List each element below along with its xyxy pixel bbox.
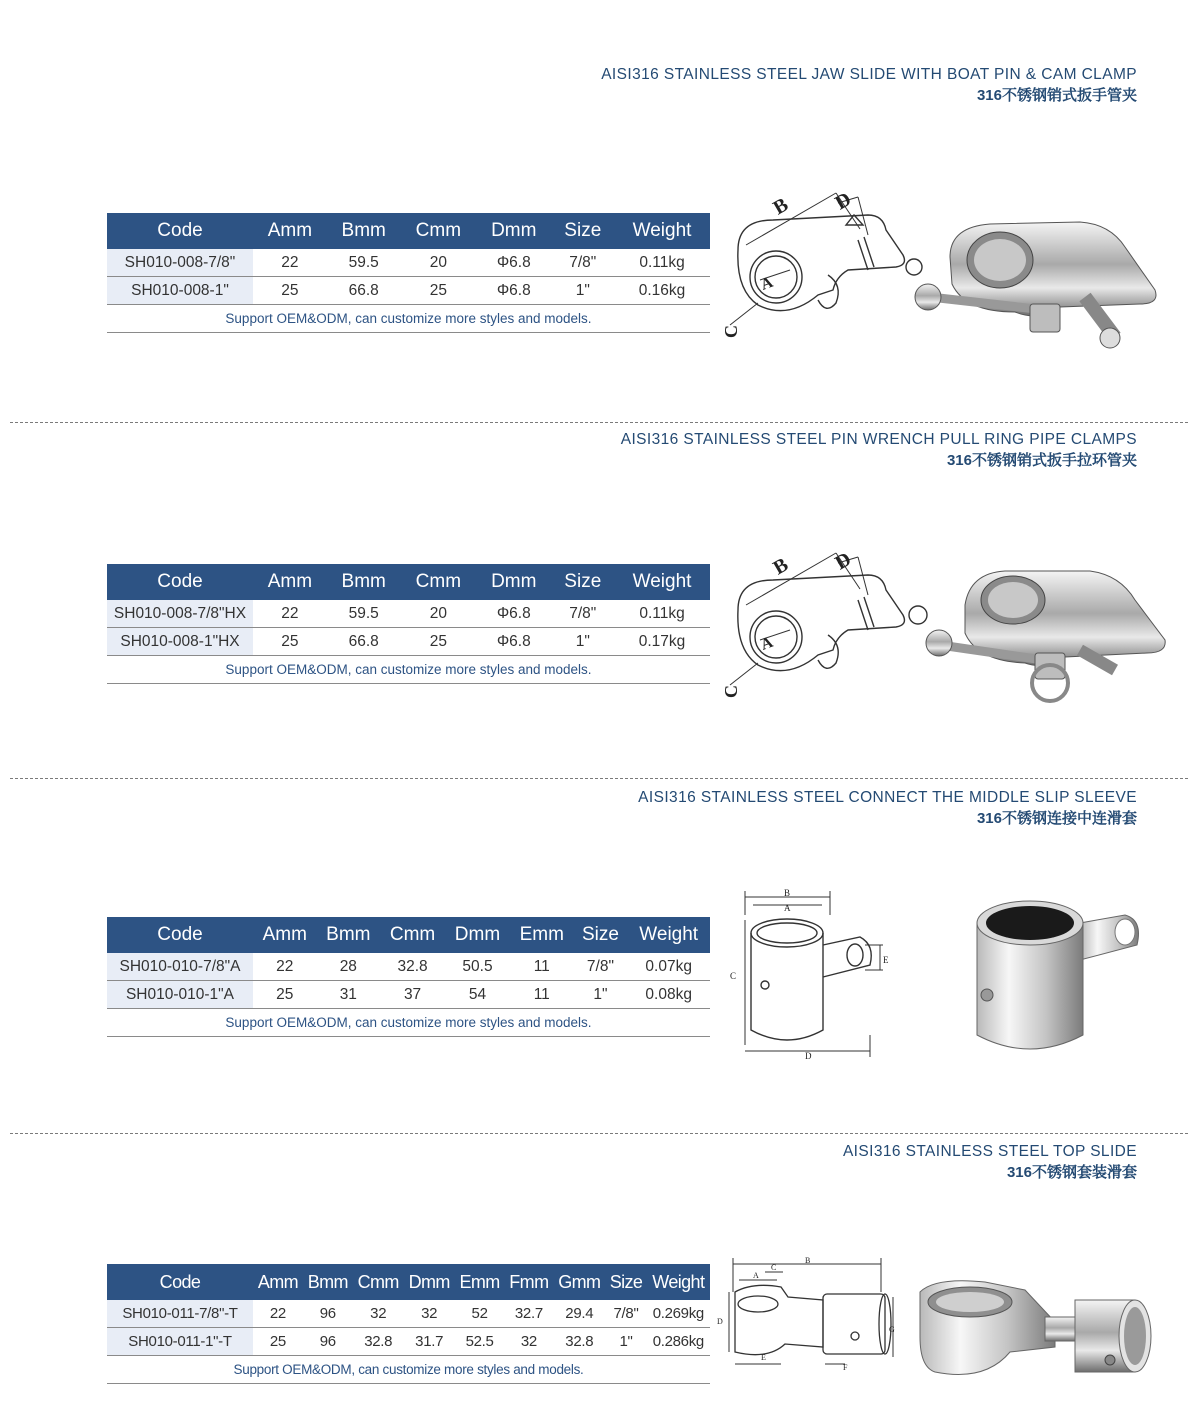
cell: 25 [253,628,327,656]
header-size: Size [552,564,615,600]
section-divider [10,778,1188,779]
header-emm: Emm [455,1264,505,1300]
cell: 32 [353,1300,404,1328]
cell-code: SH010-010-1"A [107,981,253,1009]
table-row [107,981,710,1009]
cell: 31.7 [404,1328,455,1356]
header-size: Size [552,213,615,249]
cell: 7/8" [552,249,615,277]
table-row [107,1328,710,1356]
table-note-row [107,656,710,684]
cell: 37 [380,981,445,1009]
cell: 32.8 [380,953,445,981]
table-note-row [107,1009,710,1037]
header-dmm: Dmm [476,564,551,600]
section-divider [10,1133,1188,1134]
section-3-title-en: AISI316 STAINLESS STEEL CONNECT THE MIDDLE SLIP SLEEVE [638,789,1137,806]
oem-note: Support OEM&ODM, can customize more styles and models. [107,305,710,333]
dim-label: A [758,273,776,294]
cell: 20 [401,249,476,277]
cell-code: SH010-008-1" [107,277,253,305]
table-header-row [107,564,710,600]
cell: 0.286kg [647,1328,710,1356]
table-row [107,953,710,981]
cell: 11 [510,953,574,981]
cell: 66.8 [327,277,401,305]
section-divider [10,422,1188,423]
jaw-slide-product-photo [910,212,1165,357]
section-3-title [638,787,1137,829]
section-1-spec-table [107,213,710,333]
header-emm: Emm [510,917,574,953]
cell: Φ6.8 [476,277,551,305]
cell: 25 [253,1328,303,1356]
cell: 0.11kg [614,249,710,277]
dim-label: D [805,1051,812,1061]
section-2-spec-table [107,564,710,684]
cell: 7/8" [574,953,628,981]
slip-sleeve-technical-drawing [725,885,895,1063]
cell: 0.07kg [627,953,710,981]
dim-label: C [721,325,741,338]
cell: 59.5 [327,600,401,628]
cell: 52.5 [455,1328,505,1356]
cell-code: SH010-008-1"HX [107,628,253,656]
cell: 29.4 [553,1300,605,1328]
cell-code: SH010-011-1"-T [107,1328,253,1356]
section-2-title [621,429,1137,471]
slip-sleeve-product-photo [965,885,1150,1063]
dim-label: F [843,1363,848,1372]
jaw-slide-technical-drawing [718,185,933,345]
dim-label: E [761,1353,766,1362]
cell: 22 [253,600,327,628]
section-1-title-cn: 316不锈钢销式扳手管夹 [976,87,1137,104]
header-weight: Weight [614,564,710,600]
header-amm: Amm [253,917,317,953]
cell: 96 [303,1328,353,1356]
cell: 31 [317,981,381,1009]
cell: Φ6.8 [476,249,551,277]
table-header-row [107,917,710,953]
cell: 22 [253,953,317,981]
cell: 52 [455,1300,505,1328]
header-gmm: Gmm [553,1264,605,1300]
section-3-spec-table [107,917,710,1037]
cell: 1" [552,277,615,305]
pull-ring-clamp-technical-drawing [718,545,933,705]
section-3-title-cn: 316不锈钢连接中连滑套 [976,810,1137,827]
section-4-title-en: AISI316 STAINLESS STEEL TOP SLIDE [842,1143,1137,1160]
section-1-title-en: AISI316 STAINLESS STEEL JAW SLIDE WITH BOAT PIN & CAM CLAMP [601,66,1137,83]
cell: 0.08kg [627,981,710,1009]
cell: 0.11kg [614,600,710,628]
table-header-row [107,1264,710,1300]
header-amm: Amm [253,564,327,600]
header-dmm: Dmm [404,1264,455,1300]
cell-code: SH010-008-7/8"HX [107,600,253,628]
cell: 25 [253,981,317,1009]
dim-label: D [831,548,856,575]
header-bmm: Bmm [327,564,401,600]
cell: 7/8" [605,1300,646,1328]
cell: 7/8" [552,600,615,628]
cell: 32.8 [353,1328,404,1356]
cell: 1" [574,981,628,1009]
section-4-title [843,1141,1137,1183]
cell: 1" [552,628,615,656]
cell: 0.17kg [614,628,710,656]
cell-code: SH010-010-7/8"A [107,953,253,981]
header-cmm: Cmm [353,1264,404,1300]
cell: 59.5 [327,249,401,277]
oem-note: Support OEM&ODM, can customize more styles and models. [107,1009,710,1037]
dim-label: B [769,193,793,220]
header-size: Size [605,1264,646,1300]
section-2-title-en: AISI316 STAINLESS STEEL PIN WRENCH PULL RING PIPE CLAMPS [620,431,1137,448]
dim-label: B [769,553,793,580]
dim-label: C [721,685,741,698]
table-row [107,628,710,656]
table-row [107,277,710,305]
cell: 66.8 [327,628,401,656]
table-note-row [107,1356,710,1384]
cell: 28 [317,953,381,981]
cell: 0.16kg [614,277,710,305]
cell: 54 [445,981,510,1009]
header-weight: Weight [647,1264,710,1300]
cell: 32 [404,1300,455,1328]
dim-label: D [717,1317,723,1326]
table-row [107,1300,710,1328]
dim-label: A [784,903,791,913]
cell: 25 [401,628,476,656]
header-bmm: Bmm [303,1264,353,1300]
section-4-spec-table [107,1264,710,1384]
cell: Φ6.8 [476,600,551,628]
header-amm: Amm [253,213,327,249]
header-weight: Weight [627,917,710,953]
cell-code: SH010-011-7/8"-T [107,1300,253,1328]
header-dmm: Dmm [445,917,510,953]
dim-label: A [753,1271,759,1280]
header-code: Code [107,917,253,953]
dim-label: E [883,955,889,965]
cell: Φ6.8 [476,628,551,656]
dim-label: A [758,633,776,654]
cell: 50.5 [445,953,510,981]
cell: 11 [510,981,574,1009]
section-1-title [601,64,1137,106]
header-weight: Weight [614,213,710,249]
dim-label: B [805,1256,811,1265]
dim-label: C [730,971,737,981]
table-row [107,600,710,628]
cell: 32.7 [505,1300,554,1328]
header-dmm: Dmm [476,213,551,249]
header-code: Code [107,564,253,600]
pull-ring-clamp-product-photo [915,565,1170,710]
section-4-title-cn: 316不锈钢套装滑套 [1006,1164,1137,1181]
cell: 22 [253,249,327,277]
table-header-row [107,213,710,249]
header-cmm: Cmm [380,917,445,953]
cell: 20 [401,600,476,628]
cell-code: SH010-008-7/8" [107,249,253,277]
dim-label: B [784,888,791,898]
dim-label: D [831,188,856,215]
header-code: Code [107,1264,253,1300]
cell: 0.269kg [647,1300,710,1328]
cell: 22 [253,1300,303,1328]
cell: 25 [253,277,327,305]
cell: 96 [303,1300,353,1328]
header-amm: Amm [253,1264,303,1300]
header-code: Code [107,213,253,249]
cell: 1" [605,1328,646,1356]
table-note-row [107,305,710,333]
cell: 32.8 [553,1328,605,1356]
header-bmm: Bmm [317,917,381,953]
header-bmm: Bmm [327,213,401,249]
dim-label: G [889,1325,895,1334]
header-size: Size [574,917,628,953]
section-2-title-cn: 316不锈钢销式扳手拉环管夹 [946,452,1137,469]
cell: 32 [505,1328,554,1356]
top-slide-technical-drawing [713,1252,903,1382]
header-fmm: Fmm [505,1264,554,1300]
header-cmm: Cmm [401,213,476,249]
dim-label: C [771,1263,777,1272]
table-row [107,249,710,277]
oem-note: Support OEM&ODM, can customize more styles and models. [107,656,710,684]
top-slide-product-photo [915,1262,1170,1397]
header-cmm: Cmm [401,564,476,600]
cell: 25 [401,277,476,305]
oem-note: Support OEM&ODM, can customize more styles and models. [107,1356,710,1384]
